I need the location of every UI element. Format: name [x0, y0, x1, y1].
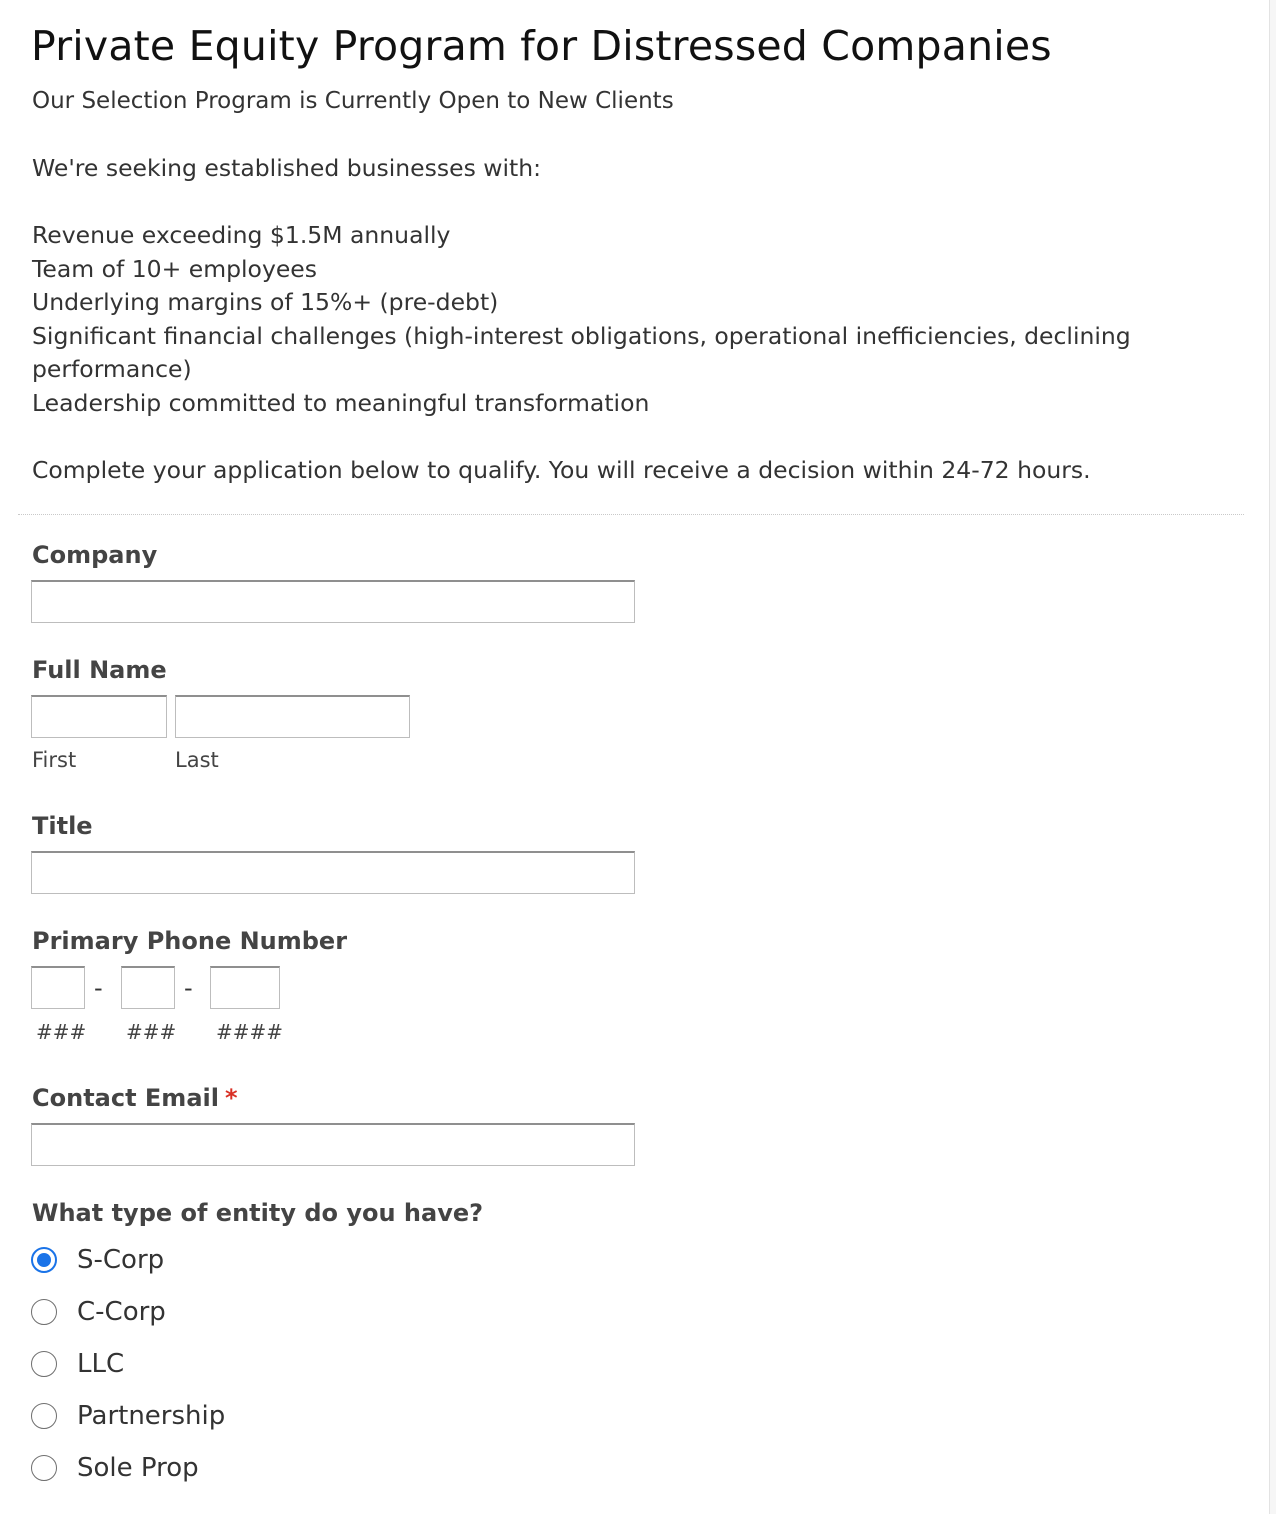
- phone-line-hint: ####: [216, 1020, 284, 1044]
- entity-option-label: S-Corp: [77, 1245, 165, 1275]
- phone-separator: -: [94, 974, 103, 1002]
- title-label: Title: [32, 812, 93, 840]
- intro-lead: We're seeking established businesses with:: [32, 154, 542, 182]
- phone-area-hint: ###: [36, 1020, 87, 1044]
- phone-area-code-input[interactable]: [31, 966, 85, 1009]
- criteria-item: Underlying margins of 15%+ (pre-debt): [32, 288, 499, 316]
- email-label-text: Contact Email: [32, 1084, 219, 1112]
- company-label: Company: [32, 541, 158, 569]
- phone-prefix-hint: ###: [126, 1020, 177, 1044]
- vertical-scrollbar[interactable]: [1269, 0, 1276, 1514]
- entity-option-label: C-Corp: [77, 1297, 166, 1327]
- intro-closing: Complete your application below to qualify. You will receive a decision within 24-72 hours.: [32, 455, 1091, 484]
- email-label: [32, 1084, 238, 1112]
- first-name-sublabel: First: [32, 748, 77, 772]
- entity-option-c-corp[interactable]: [31, 1297, 166, 1327]
- title-input[interactable]: [31, 851, 635, 894]
- radio-unselected-icon[interactable]: [31, 1351, 57, 1377]
- entity-option-label: LLC: [77, 1349, 125, 1379]
- phone-label: Primary Phone Number: [32, 927, 348, 955]
- radio-unselected-icon[interactable]: [31, 1403, 57, 1429]
- email-input[interactable]: [31, 1123, 635, 1166]
- radio-unselected-icon[interactable]: [31, 1299, 57, 1325]
- phone-line-input[interactable]: [210, 966, 280, 1009]
- entity-option-llc[interactable]: [31, 1349, 124, 1379]
- entity-option-label: Sole Prop: [77, 1453, 199, 1483]
- first-name-input[interactable]: [31, 695, 167, 738]
- required-indicator: *: [224, 1084, 238, 1112]
- entity-option-s-corp[interactable]: [31, 1245, 164, 1275]
- entity-option-label: Partnership: [77, 1401, 226, 1431]
- criteria-item: Revenue exceeding $1.5M annually: [32, 221, 451, 249]
- entity-type-label: What type of entity do you have?: [32, 1199, 484, 1227]
- entity-option-partnership[interactable]: [31, 1401, 225, 1431]
- radio-unselected-icon[interactable]: [31, 1455, 57, 1481]
- criteria-item: Significant financial challenges (high-interest obligations, operational inefficiencies, declining performance): [32, 321, 1131, 383]
- page-subtitle: Our Selection Program is Currently Open to New Clients: [32, 88, 674, 114]
- phone-separator: -: [184, 974, 193, 1002]
- last-name-input[interactable]: [175, 695, 410, 738]
- entity-option-sole-prop[interactable]: [31, 1453, 199, 1483]
- section-divider: [18, 514, 1244, 515]
- page-title: Private Equity Program for Distressed Companies: [31, 22, 1052, 70]
- company-input[interactable]: [31, 580, 635, 623]
- full-name-label: Full Name: [32, 656, 167, 684]
- criteria-item: Leadership committed to meaningful transformation: [32, 388, 650, 417]
- radio-selected-icon[interactable]: [31, 1247, 57, 1273]
- phone-prefix-input[interactable]: [121, 966, 175, 1009]
- last-name-sublabel: Last: [175, 748, 219, 772]
- intro-text: [32, 152, 1222, 487]
- criteria-item: Team of 10+ employees: [32, 254, 318, 283]
